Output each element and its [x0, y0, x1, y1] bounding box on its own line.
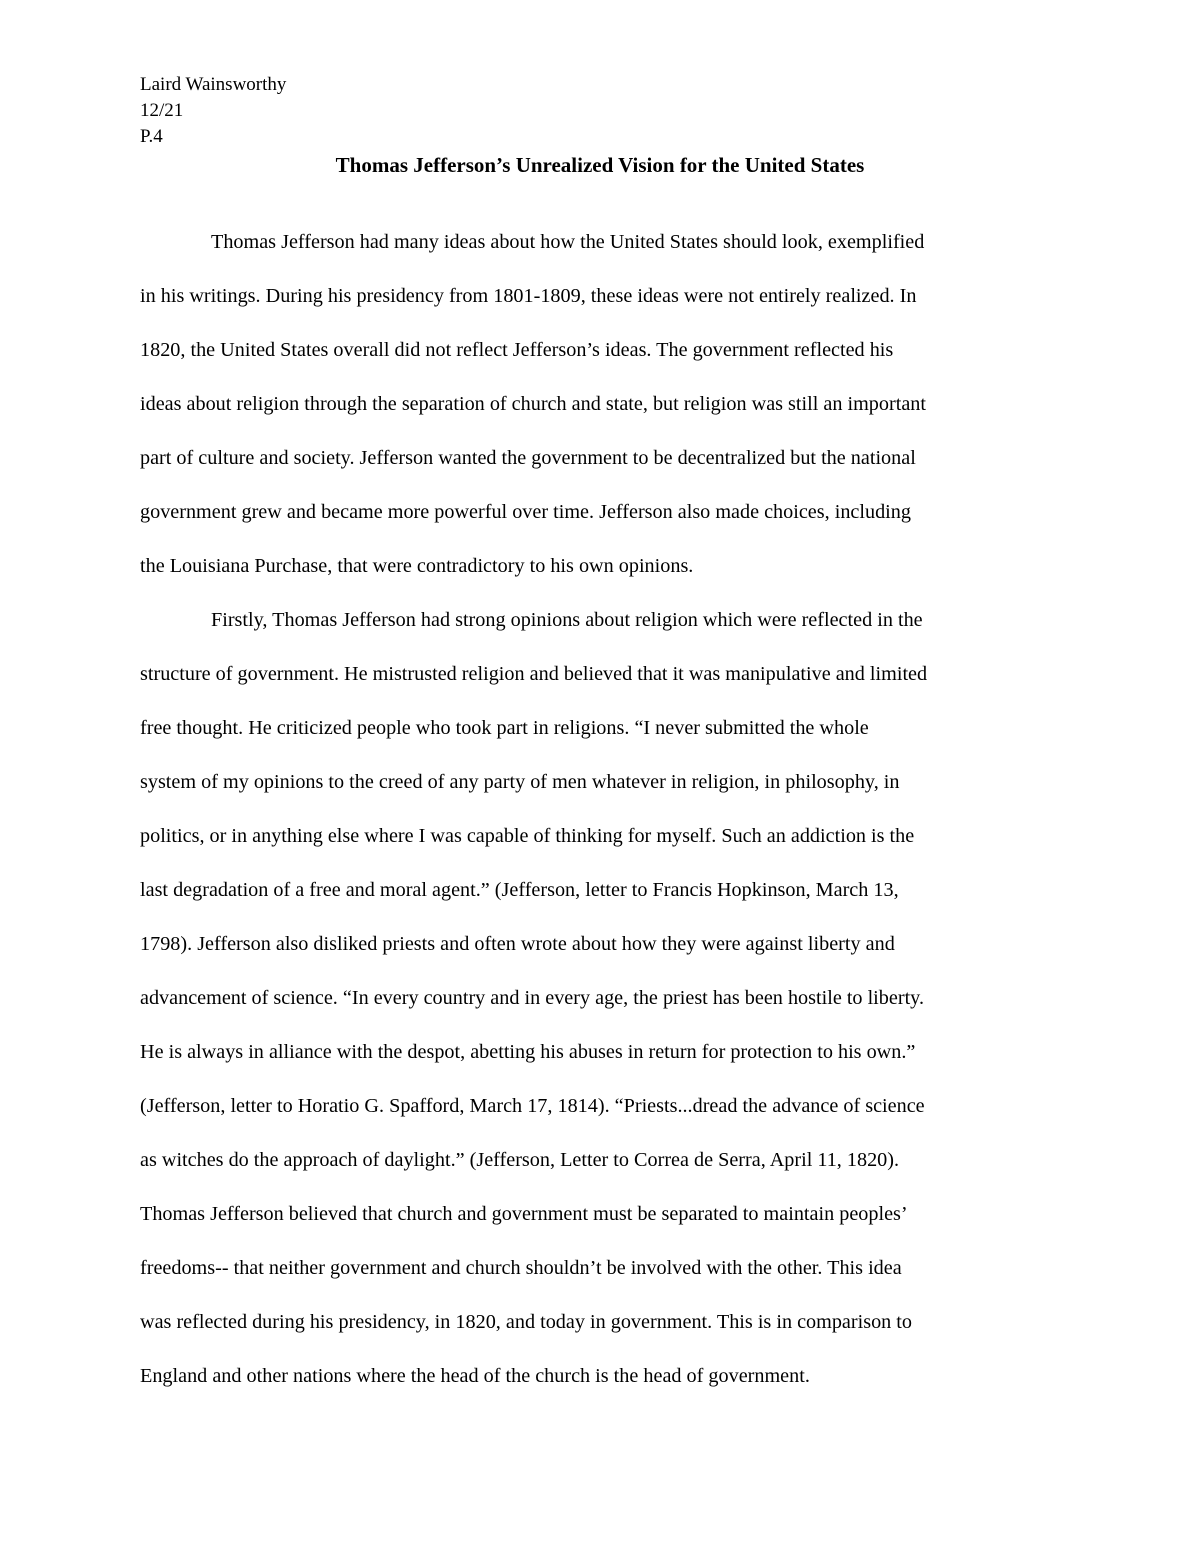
text-line: the Louisiana Purchase, that were contradictory to his own opinions.: [140, 555, 694, 577]
text-line: He is always in alliance with the despot, abetting his abuses in return for protection to his own.”: [140, 1041, 916, 1063]
text-line: politics, or in anything else where I was capable of thinking for myself. Such an addiction is the: [140, 825, 915, 847]
text-line: Thomas Jefferson had many ideas about how the United States should look, exemplified: [211, 231, 925, 253]
text-line: Firstly, Thomas Jefferson had strong opinions about religion which were reflected in the: [211, 609, 923, 631]
author-name: Laird Wainsworthy: [140, 74, 287, 95]
text-line: (Jefferson, letter to Horatio G. Spafford, March 17, 1814). “Priests...dread the advance of science: [140, 1095, 925, 1117]
text-line: government grew and became more powerful over time. Jefferson also made choices, including: [140, 501, 911, 523]
text-line: ideas about religion through the separation of church and state, but religion was still an important: [140, 393, 926, 415]
text-line: 1820, the United States overall did not reflect Jefferson’s ideas. The government reflected his: [140, 339, 894, 361]
text-line: free thought. He criticized people who took part in religions. “I never submitted the whole: [140, 717, 869, 739]
text-line: Thomas Jefferson believed that church and government must be separated to maintain peoples’: [140, 1203, 908, 1225]
text-line: 1798). Jefferson also disliked priests and often wrote about how they were against liberty and: [140, 933, 895, 955]
text-line: in his writings. During his presidency from 1801-1809, these ideas were not entirely realized. In: [140, 285, 917, 307]
document-title: Thomas Jefferson’s Unrealized Vision for the United States: [335, 153, 865, 177]
text-line: England and other nations where the head of the church is the head of government.: [140, 1365, 810, 1387]
text-line: was reflected during his presidency, in 1820, and today in government. This is in comparison to: [140, 1311, 913, 1333]
paragraph: [140, 593, 1062, 1403]
text-line: as witches do the approach of daylight.” (Jefferson, Letter to Correa de Serra, April 11, 1820).: [140, 1149, 900, 1171]
document-body: [140, 215, 1062, 1403]
text-line: last degradation of a free and moral agent.” (Jefferson, letter to Francis Hopkinson, March 13,: [140, 879, 899, 901]
text-line: system of my opinions to the creed of any party of men whatever in religion, in philosophy, in: [140, 771, 900, 793]
text-line: structure of government. He mistrusted religion and believed that it was manipulative and limited: [140, 663, 928, 685]
paragraph: [140, 215, 1062, 593]
text-line: part of culture and society. Jefferson wanted the government to be decentralized but the national: [140, 447, 916, 469]
class-period: P.4: [140, 126, 163, 147]
text-line: freedoms-- that neither government and church shouldn’t be involved with the other. This idea: [140, 1257, 902, 1279]
document-header: [140, 72, 286, 150]
date: 12/21: [140, 100, 184, 121]
text-line: advancement of science. “In every country and in every age, the priest has been hostile to liberty.: [140, 987, 925, 1009]
